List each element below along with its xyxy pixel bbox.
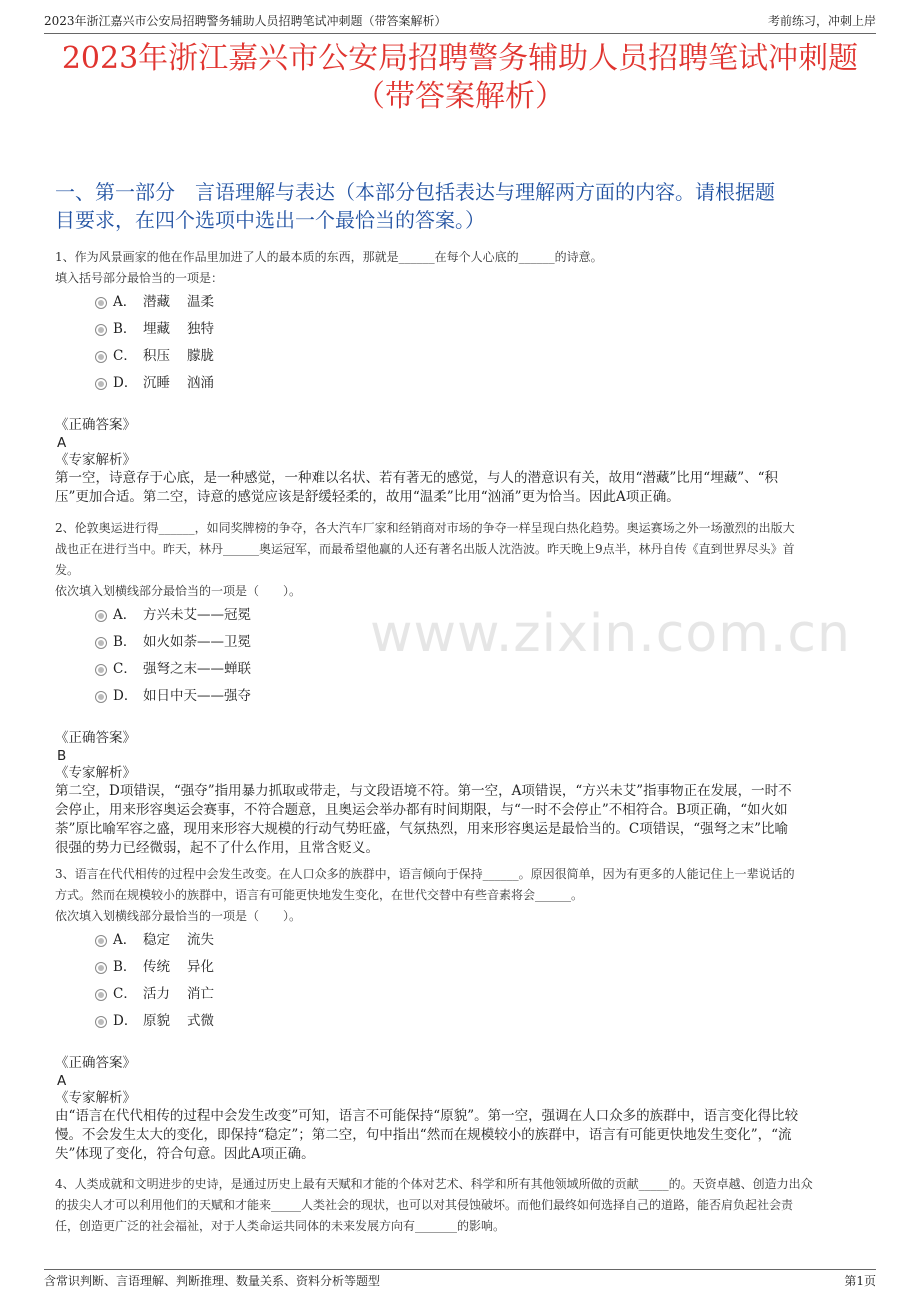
option-text: 如火如荼——卫冕: [143, 634, 251, 650]
radio-button-icon[interactable]: [95, 324, 107, 336]
option-letter: A．: [113, 294, 137, 310]
explanation-line: 慢。不会发生太大的变化，即保持“稳定”；第二空，句中指出“然而在规模较小的族群中，语言有可能更快地发生变化”，“流: [55, 1127, 792, 1143]
correct-answer: A: [57, 1073, 67, 1089]
option-letter: C．: [113, 661, 137, 677]
radio-button-icon[interactable]: [95, 691, 107, 703]
option-word-1: 原貌: [143, 1013, 170, 1029]
explanation-label: 《专家解析》: [55, 452, 136, 468]
question-text-line: 的拔尖人才可以利用他们的天赋和才能来_____人类社会的现状，也可以对其侵蚀破坏。而他们最终如何选择自己的道路，能否肩负起社会责: [55, 1198, 794, 1212]
option-letter: D．: [113, 375, 138, 391]
question-text: 1、作为风景画家的他在作品里加进了人的最本质的东西，那就是______在每个人心底的______的诗意。: [55, 250, 603, 264]
option-b[interactable]: [55, 629, 865, 656]
option-a[interactable]: [55, 289, 865, 316]
explanation-label: 《专家解析》: [55, 1090, 136, 1106]
radio-button-icon[interactable]: [95, 637, 107, 649]
question-3: [55, 864, 865, 1164]
option-a[interactable]: [55, 602, 865, 629]
option-word-1: 沉睡: [143, 375, 170, 391]
page-title-line-2: （带答案解析）: [355, 79, 565, 114]
option-word-2: 消亡: [187, 986, 214, 1002]
radio-button-icon[interactable]: [95, 378, 107, 390]
explanation-line: 压”更加合适。第二空，诗意的感觉应该是舒缓轻柔的，故用“温柔”比用“汹涌”更为恰当。因此A项正确。: [55, 489, 680, 505]
option-letter: C．: [113, 986, 137, 1002]
option-d[interactable]: [55, 370, 865, 397]
option-c[interactable]: [55, 981, 865, 1008]
option-word-2: 朦胧: [187, 348, 214, 364]
option-letter: C．: [113, 348, 137, 364]
footer-question-types: 含常识判断、言语理解、判断推理、数量关系、资料分析等题型: [44, 1274, 381, 1288]
page-footer: [44, 1269, 876, 1291]
question-text-line: 方式。然而在规模较小的族群中，语言有可能更快地发生变化，在世代交替中有些音素将会______。: [55, 888, 584, 902]
correct-answer-label: 《正确答案》: [55, 1055, 136, 1071]
option-c[interactable]: [55, 656, 865, 683]
radio-button-icon[interactable]: [95, 1016, 107, 1028]
option-letter: B．: [113, 321, 137, 337]
question-text-line: 战也正在进行当中。昨天，林丹______奥运冠军，而最希望他赢的人还有著名出版人沈浩波。昨天晚上9点半，林丹自传《直到世界尽头》首: [55, 542, 795, 556]
question-1: [55, 247, 865, 507]
question-prompt: 依次填入划横线部分最恰当的一项是（ ）。: [55, 909, 302, 923]
page-title: [0, 40, 920, 116]
option-word-2: 汹涌: [187, 375, 214, 391]
correct-answer: A: [57, 435, 67, 451]
option-word-1: 积压: [143, 348, 170, 364]
section-heading-line-1: 一、第一部分 言语理解与表达（本部分包括表达与理解两方面的内容。请根据题: [55, 180, 775, 204]
option-word-2: 式微: [187, 1013, 214, 1029]
option-letter: A．: [113, 932, 137, 948]
question-text-line: 发。: [55, 563, 80, 577]
option-text: 如日中天——强夺: [143, 688, 251, 704]
option-c[interactable]: [55, 343, 865, 370]
explanation-line: 失”体现了变化，符合句意。因此A项正确。: [55, 1146, 315, 1162]
option-text: 方兴未艾——冠冕: [143, 607, 251, 623]
question-prompt: 依次填入划横线部分最恰当的一项是（ ）。: [55, 584, 302, 598]
option-word-2: 温柔: [187, 294, 214, 310]
radio-button-icon[interactable]: [95, 935, 107, 947]
page-header: [44, 8, 876, 34]
explanation-line: 第一空，诗意存于心底，是一种感觉，一种难以名状、若有著无的感觉，与人的潜意识有关，故用“潜藏”比用“埋藏”、“积: [55, 470, 779, 486]
option-letter: B．: [113, 634, 137, 650]
option-letter: B．: [113, 959, 137, 975]
option-word-2: 独特: [187, 321, 214, 337]
header-slogan: 考前练习，冲刺上岸: [767, 14, 876, 28]
header-document-title: 2023年浙江嘉兴市公安局招聘警务辅助人员招聘笔试冲刺题（带答案解析）: [44, 14, 447, 28]
option-b[interactable]: [55, 316, 865, 343]
option-word-2: 异化: [187, 959, 214, 975]
option-word-1: 传统: [143, 959, 170, 975]
explanation-line: 荼”原比喻军容之盛，现用来形容大规模的行动气势旺盛，气氛热烈，用来形容奥运是最恰当的。C项错误，“强弩之末”比喻: [55, 821, 789, 837]
option-b[interactable]: [55, 954, 865, 981]
radio-button-icon[interactable]: [95, 962, 107, 974]
question-text-line: 3、语言在代代相传的过程中会发生改变。在人口众多的族群中，语言倾向于保持______。原因很简单，因为有更多的人能记住上一辈说话的: [55, 867, 795, 881]
radio-button-icon[interactable]: [95, 664, 107, 676]
option-letter: A．: [113, 607, 137, 623]
option-word-1: 活力: [143, 986, 170, 1002]
question-text-line: 任，创造更广泛的社会福祉，对于人类命运共同体的未来发展方向有_______的影响。: [55, 1219, 506, 1233]
option-word-1: 埋藏: [143, 321, 170, 337]
option-word-2: 流失: [187, 932, 214, 948]
explanation-line: 很强的势力已经微弱，起不了什么作用，且常含贬义。: [55, 840, 379, 856]
radio-button-icon[interactable]: [95, 610, 107, 622]
question-text-line: 4、人类成就和文明进步的史诗，是通过历史上最有天赋和才能的个体对艺术、科学和所有其他领域所做的贡献_____的。天资卓越、创造力出众: [55, 1177, 813, 1191]
explanation-line: 由“语言在代代相传的过程中会发生改变”可知，语言不可能保持“原貌”。第一空，强调在人口众多的族群中，语言变化得比较: [55, 1108, 799, 1124]
watermark: www.zixin.com.cn: [370, 604, 851, 664]
question-2: [55, 518, 865, 858]
correct-answer-label: 《正确答案》: [55, 417, 136, 433]
section-heading: [55, 178, 865, 234]
question-text-line: 2、伦敦奥运进行得______，如同奖牌榜的争夺，各大汽车厂家和经销商对市场的争夺一样呈现白热化趋势。奥运赛场之外一场激烈的出版大: [55, 521, 795, 535]
explanation-label: 《专家解析》: [55, 765, 136, 781]
explanation-line: 会停止，用来形容奥运会赛事，不符合题意，且奥运会举办都有时间期限，与“一时不会停止”不相符合。B项正确，“如火如: [55, 802, 788, 818]
question-4: [55, 1174, 865, 1237]
option-d[interactable]: [55, 683, 865, 710]
page-title-line-1: 2023年浙江嘉兴市公安局招聘警务辅助人员招聘笔试冲刺题: [61, 41, 859, 76]
correct-answer: B: [57, 748, 67, 764]
option-letter: D．: [113, 688, 138, 704]
section-heading-line-2: 目要求，在四个选项中选出一个最恰当的答案。）: [55, 208, 485, 232]
option-letter: D．: [113, 1013, 138, 1029]
correct-answer-label: 《正确答案》: [55, 730, 136, 746]
radio-button-icon[interactable]: [95, 989, 107, 1001]
explanation-line: 第二空，D项错误，“强夺”指用暴力抓取或带走，与文段语境不符。第一空，A项错误，“方兴未艾”指事物正在发展，一时不: [55, 783, 792, 799]
question-prompt: 填入括号部分最恰当的一项是：: [55, 271, 224, 285]
option-word-1: 稳定: [143, 932, 170, 948]
option-word-1: 潜藏: [143, 294, 170, 310]
radio-button-icon[interactable]: [95, 297, 107, 309]
radio-button-icon[interactable]: [95, 351, 107, 363]
option-text: 强弩之末——蝉联: [143, 661, 251, 677]
page-number: 第1页: [844, 1274, 876, 1288]
option-d[interactable]: [55, 1008, 865, 1035]
option-a[interactable]: [55, 927, 865, 954]
